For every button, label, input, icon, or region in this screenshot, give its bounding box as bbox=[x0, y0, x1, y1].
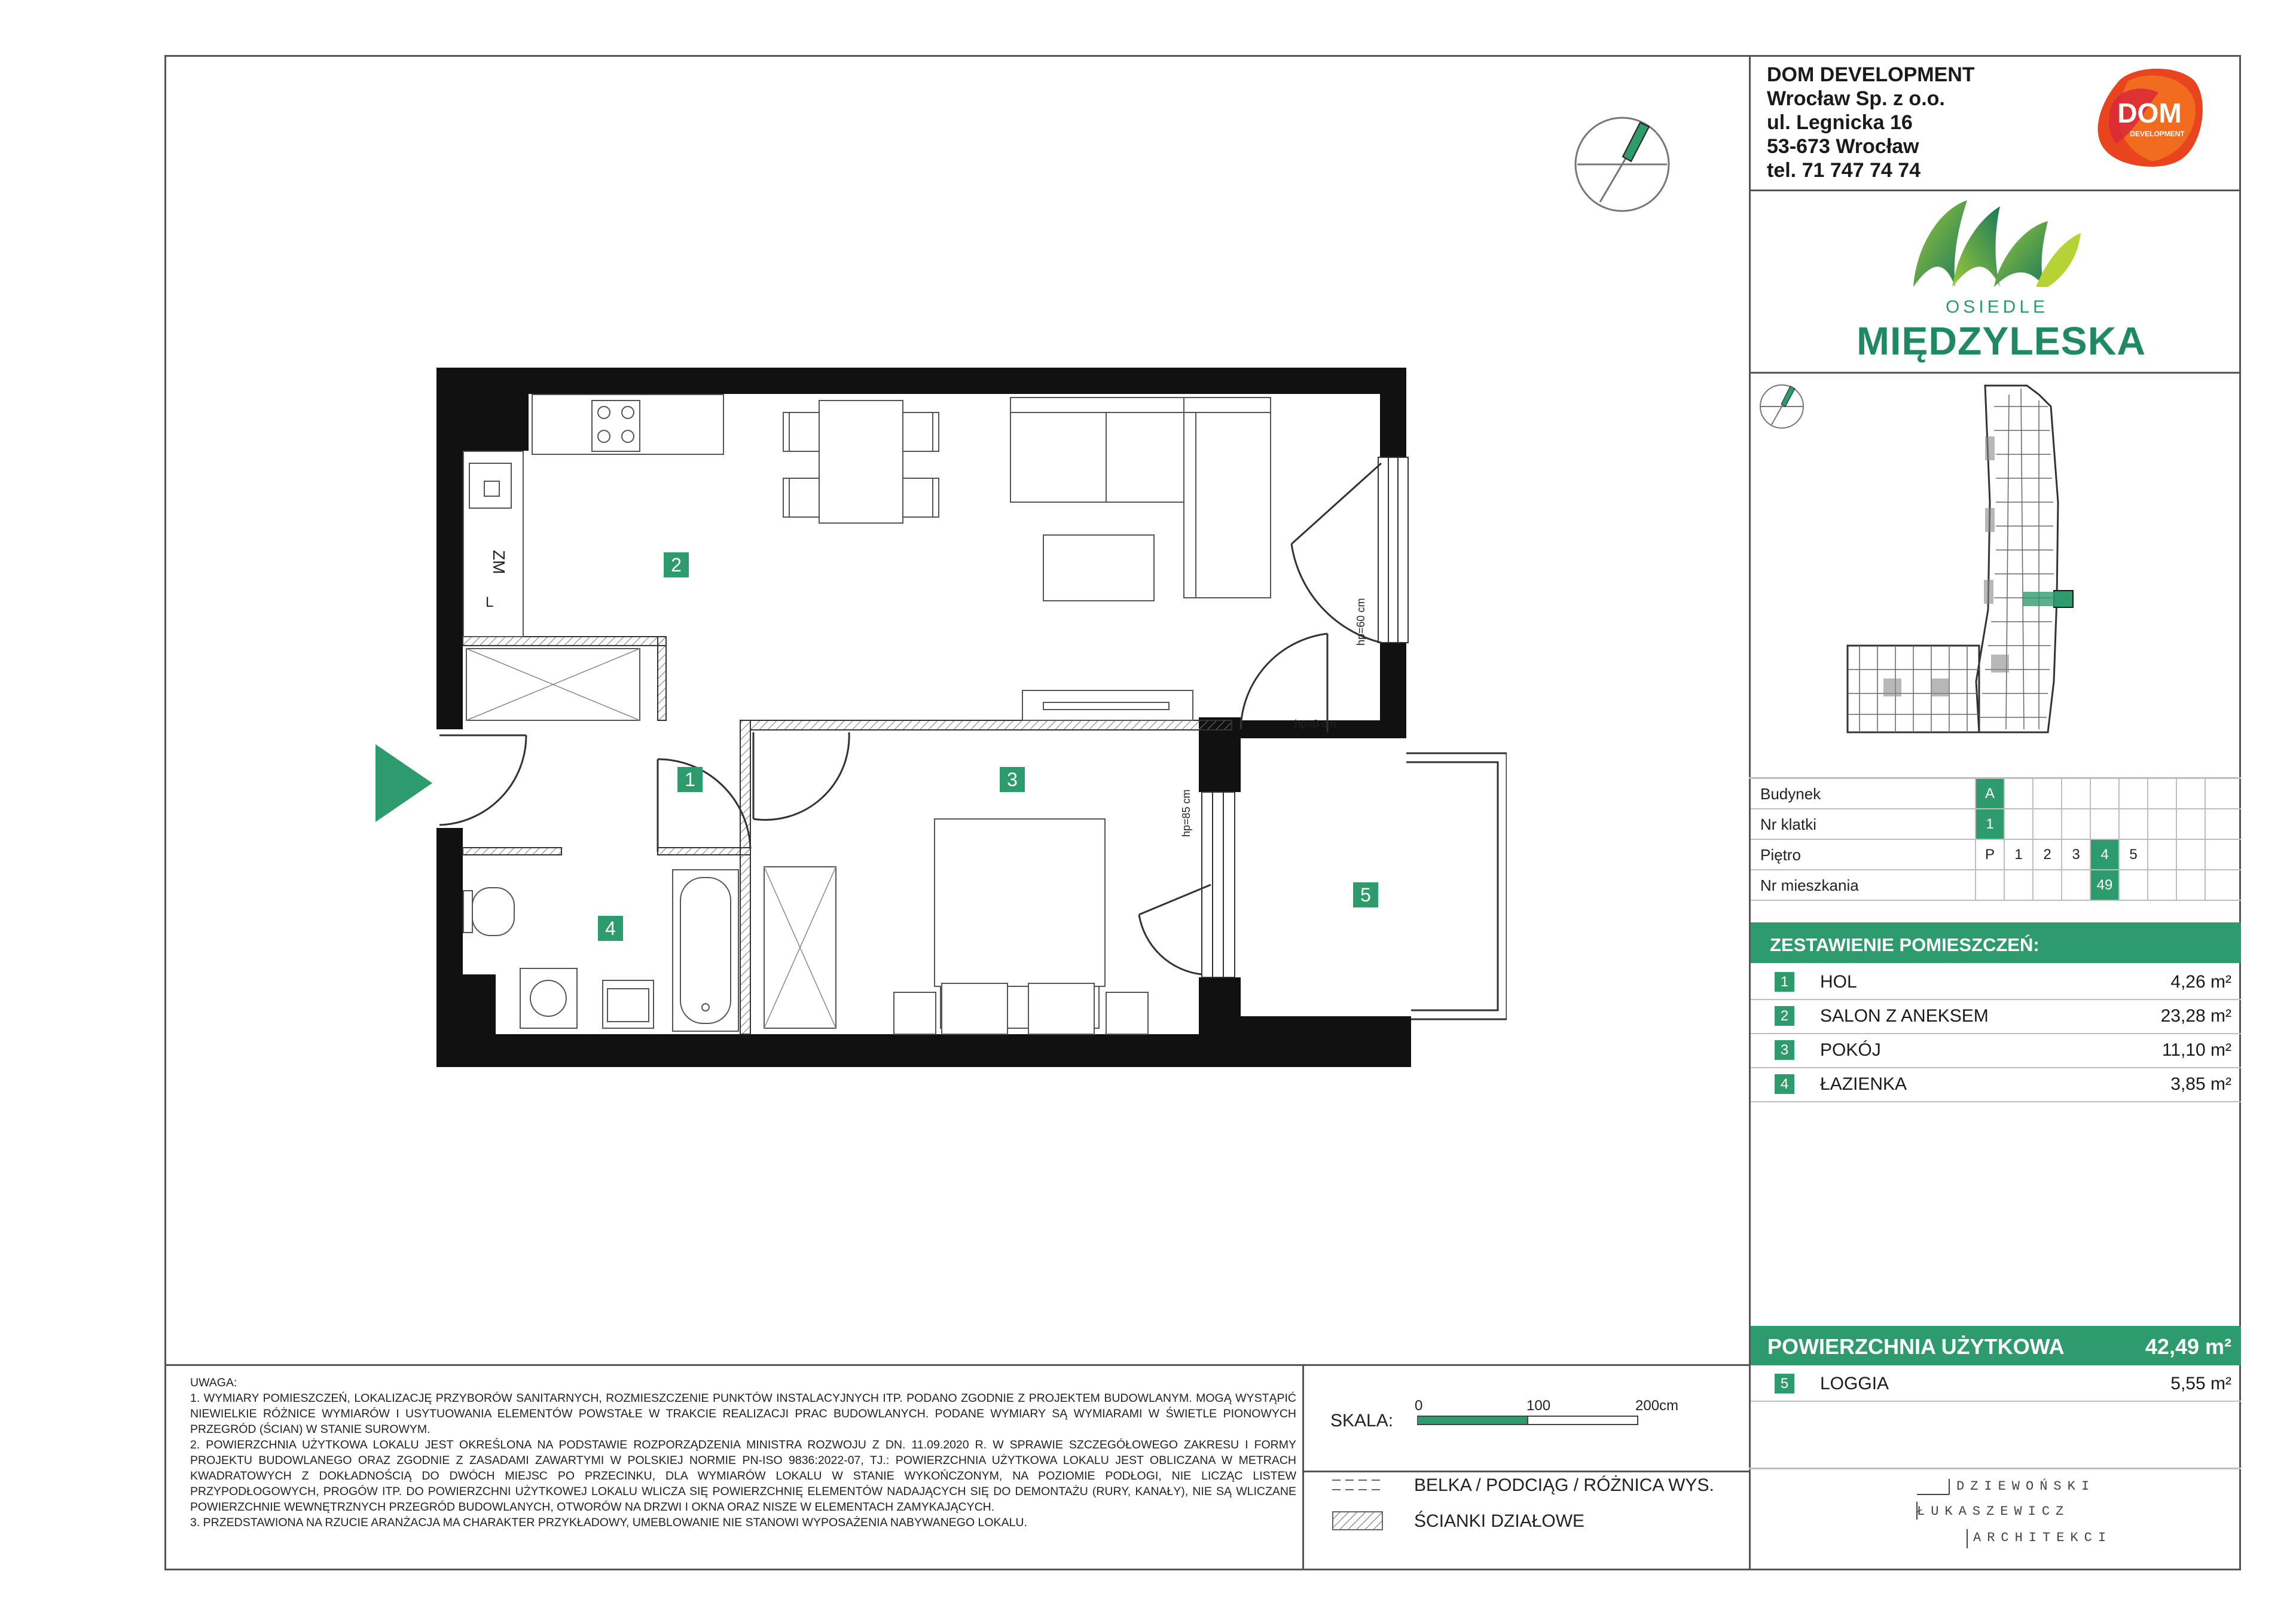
grid-cell bbox=[2061, 779, 2090, 808]
info-row-apartment bbox=[1751, 870, 2241, 901]
dom-development-logo bbox=[2093, 66, 2206, 170]
architect-line1: DZIEWOŃSKI bbox=[1956, 1479, 2096, 1494]
grid-cell bbox=[2176, 809, 2205, 839]
grid-cell bbox=[2032, 870, 2061, 900]
grid-cell bbox=[2205, 779, 2233, 808]
grid-cell bbox=[2176, 840, 2205, 869]
notes bbox=[190, 1375, 1296, 1530]
room-row bbox=[1751, 999, 2241, 1034]
floor-cell-5: 5 bbox=[2118, 840, 2147, 869]
room-name: ŁAZIENKA bbox=[1820, 1074, 1907, 1094]
room-number-badge: 4 bbox=[1775, 1074, 1794, 1094]
room-number-badge: 3 bbox=[1775, 1040, 1794, 1060]
company-address bbox=[1767, 63, 1975, 182]
room-area: 3,85 m² bbox=[2170, 1074, 2231, 1094]
logo-text-development: DEVELOPMENT bbox=[2130, 130, 2185, 138]
fridge-label: L bbox=[486, 594, 494, 610]
estate-divider bbox=[1749, 372, 2241, 374]
architect-logo bbox=[1913, 1477, 2112, 1554]
floor-cell-p: P bbox=[1975, 840, 2004, 869]
floor-cell-1: 1 bbox=[2004, 840, 2032, 869]
room-label-1: 1 bbox=[677, 767, 703, 792]
grid-cell bbox=[2147, 870, 2176, 900]
grid-cell bbox=[2147, 779, 2176, 808]
floor-cell-3: 3 bbox=[2061, 840, 2090, 869]
grid-cell bbox=[2205, 870, 2233, 900]
hp-window-living-label: hp=60 cm bbox=[1355, 598, 1367, 646]
company-phone: tel. 71 747 74 74 bbox=[1767, 159, 1921, 182]
stair-value: 1 bbox=[1975, 809, 2004, 839]
company-divider bbox=[1749, 189, 2241, 191]
notes-title: UWAGA: bbox=[190, 1376, 237, 1389]
room-row bbox=[1751, 1033, 2241, 1068]
grid-cell bbox=[2004, 870, 2032, 900]
grid-cell bbox=[2118, 870, 2147, 900]
entrance-arrow-icon bbox=[375, 744, 432, 822]
grid-cell bbox=[2090, 779, 2118, 808]
room-area: 23,28 m² bbox=[2160, 1006, 2231, 1026]
room-area: 5,55 m² bbox=[2170, 1374, 2231, 1393]
room-number-badge: 2 bbox=[1775, 1006, 1794, 1026]
beam-legend-label: BELKA / PODCIĄG / RÓŻNICA WYS. bbox=[1414, 1475, 1714, 1495]
grid-cell bbox=[2004, 809, 2032, 839]
grid-cell bbox=[2090, 809, 2118, 839]
grid-cell bbox=[2032, 779, 2061, 808]
grid-cell bbox=[2147, 840, 2176, 869]
estate-logo-mark bbox=[1910, 197, 2084, 290]
rooms-header-text: ZESTAWIENIE POMIESZCZEŃ: bbox=[1770, 934, 2039, 955]
room-name: HOL bbox=[1820, 972, 1857, 992]
scale-bar bbox=[1417, 1416, 1638, 1425]
room-area: 11,10 m² bbox=[2161, 1040, 2231, 1060]
room-name: LOGGIA bbox=[1820, 1374, 1889, 1393]
room-name: SALON Z ANEKSEM bbox=[1820, 1006, 1989, 1026]
logo-text-dom: DOM bbox=[2117, 97, 2182, 129]
grid-cell bbox=[2061, 809, 2090, 839]
company-street: ul. Legnicka 16 bbox=[1767, 111, 1913, 134]
scale-divider bbox=[1302, 1364, 1304, 1570]
info-row-building bbox=[1751, 779, 2241, 809]
note-item: 3. PRZEDSTAWIONA NA RZUCIE ARANŻACJA MA CHARAKTER PRZYKŁADOWY, UMEBLOWANIE NIE STANOWI WYPOSAŻENIA NABYWANEGO LOKALU. bbox=[190, 1516, 1027, 1529]
room-label-4: 4 bbox=[598, 916, 623, 941]
room-label-2: 2 bbox=[664, 552, 689, 577]
notes-divider bbox=[164, 1364, 1751, 1366]
loggia-row bbox=[1751, 1367, 2241, 1402]
grid-cell bbox=[1975, 870, 2004, 900]
company-name: DOM DEVELOPMENT bbox=[1767, 63, 1975, 86]
hp-window-bedroom-label: hp=85 cm bbox=[1180, 789, 1192, 837]
architect-divider bbox=[1749, 1468, 2241, 1469]
estate-subtitle: OSIEDLE bbox=[1945, 297, 2049, 317]
building-value: A bbox=[1975, 779, 2004, 808]
building-label: Budynek bbox=[1760, 785, 1821, 803]
floor-label: Piętro bbox=[1760, 846, 1801, 864]
info-row-floor bbox=[1751, 840, 2241, 870]
apartment-label: Nr mieszkania bbox=[1760, 876, 1859, 894]
scale-tick-200: 200cm bbox=[1635, 1398, 1679, 1414]
grid-cell bbox=[2118, 779, 2147, 808]
room-row bbox=[1751, 1067, 2241, 1102]
estate-name: MIĘDZYLESKA bbox=[1857, 319, 2147, 363]
floor-cell-4: 4 bbox=[2090, 840, 2118, 869]
keyplan-compass-icon bbox=[1758, 383, 1806, 430]
legend-divider bbox=[1302, 1471, 1751, 1472]
company-entity: Wrocław Sp. z o.o. bbox=[1767, 87, 1945, 110]
selected-apartment-marker bbox=[2054, 591, 2073, 607]
note-item: 1. WYMIARY POMIESZCZEŃ, LOKALIZACJĘ PRZYBORÓW SANITARNYCH, ROZMIESZCZENIE PUNKTÓW INSTALACYJNYCH ITP. PODANO ZGODNIE Z PROJEKTEM BUDOWLANYM. MOGĄ WYSTĄPIĆ NIEWIELKIE RÓŻNICE WYMIARÓW I USYTUOWANIA ELEMENTÓW POWSTAŁE W TRAKCIE REALIZACJI PRAC BUDOWLANYCH. PODANE WYMIARY SĄ WYMIARAMI W ŚWIETLE PIONOWYCH PRZEGRÓD (ŚCIAN) W STANIE SUROWYM. bbox=[190, 1392, 1296, 1436]
grid-cell bbox=[2004, 779, 2032, 808]
scale-label: SKALA: bbox=[1330, 1411, 1394, 1431]
usable-area-bar bbox=[1751, 1326, 2241, 1365]
architect-line2: ŁUKASZEWICZ bbox=[1917, 1504, 2070, 1519]
rooms-header bbox=[1751, 922, 2241, 963]
hp-door-balcony-label: hp=0 cm bbox=[1294, 718, 1336, 730]
usable-area-value: 42,49 m² bbox=[2145, 1334, 2231, 1359]
floor-plan bbox=[430, 365, 1507, 1070]
room-name: POKÓJ bbox=[1820, 1040, 1881, 1060]
beam-legend-icon bbox=[1332, 1478, 1383, 1492]
note-item: 2. POWIERZCHNIA UŻYTKOWA LOKALU JEST OKREŚLONA NA PODSTAWIE ROZPORZĄDZENIA MINISTRA ROZWOJU Z DN. 11.09.2020 R. W SPRAWIE SZCZEGÓŁOWEGO ZAKRESU I FORMY PROJEKTU BUDOWLANEGO ORAZ ZGODNIE Z ZASADAMI ZAWARTYMI W POLSKIEJ NORMIE PN-ISO 9836:2022-07, TJ.: POWIERZCHNIA UŻYTKOWA LOKALU JEST OBLICZANA W METRACH KWADRATOWYCH Z DOKŁADNOŚCIĄ DO DWÓCH MIEJSC PO PRZECINKU, DLA WYMIARÓW LOKALU W STANIE WYKOŃCZONYM, NA POZIOMIE PODŁOGI, NIE LICZĄC LISTEW PRZYPODŁOGOWYCH, PROGÓW ITP. DO POWIERZCHNI UŻYTKOWEJ LOKALU WLICZA SIĘ POWIERZCHNIĘ ELEMENTÓW NADAJĄCYCH SIĘ DO DEMONTAŻU (RURY, KANAŁY), NIE SĄ WLICZANE POWIERZCHNIE WEWNĘTRZNYCH PRZEGRÓD BUDOWLANYCH, OTWORÓW NA DRZWI I OKNA ORAZ NISZE W ELEMENTACH ZAMYKAJĄCYCH. bbox=[190, 1438, 1296, 1514]
room-row bbox=[1751, 965, 2241, 1000]
room-label-3: 3 bbox=[1000, 767, 1025, 792]
architect-line3: ARCHITEKCI bbox=[1973, 1530, 2112, 1545]
room-number-badge: 5 bbox=[1775, 1374, 1794, 1393]
room-label-5: 5 bbox=[1353, 882, 1378, 907]
floor-cell-2: 2 bbox=[2032, 840, 2061, 869]
building-key-plan bbox=[1842, 383, 2111, 741]
compass-icon bbox=[1571, 114, 1673, 215]
grid-cell bbox=[2176, 870, 2205, 900]
info-row-stair bbox=[1751, 809, 2241, 840]
grid-cell bbox=[2176, 779, 2205, 808]
scale-tick-0: 0 bbox=[1415, 1398, 1423, 1414]
partition-legend-icon bbox=[1332, 1511, 1383, 1530]
room-number-badge: 1 bbox=[1775, 972, 1794, 992]
grid-cell bbox=[2205, 809, 2233, 839]
washing-machine-label: ZM bbox=[490, 550, 508, 574]
grid-cell bbox=[2147, 809, 2176, 839]
company-city: 53-673 Wrocław bbox=[1767, 135, 1919, 158]
usable-area-label: POWIERZCHNIA UŻYTKOWA bbox=[1767, 1334, 2065, 1359]
partition-legend-label: ŚCIANKI DZIAŁOWE bbox=[1414, 1511, 1585, 1531]
grid-cell bbox=[2205, 840, 2233, 869]
grid-cell bbox=[2032, 809, 2061, 839]
scale-tick-100: 100 bbox=[1526, 1398, 1551, 1414]
room-area: 4,26 m² bbox=[2170, 972, 2231, 992]
stair-label: Nr klatki bbox=[1760, 815, 1816, 833]
grid-cell bbox=[2061, 870, 2090, 900]
grid-cell bbox=[2118, 809, 2147, 839]
apartment-value: 49 bbox=[2090, 870, 2118, 900]
